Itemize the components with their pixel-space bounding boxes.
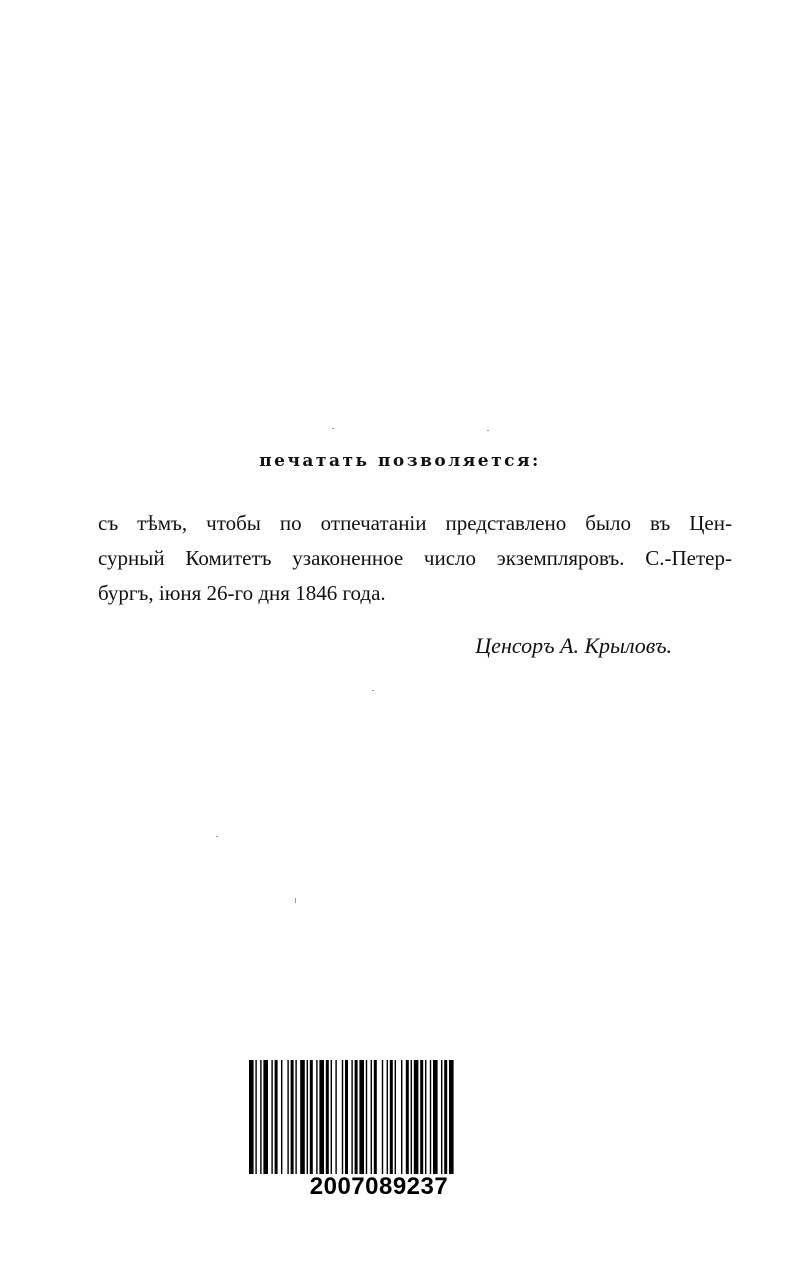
barcode-bar (425, 1060, 426, 1174)
barcode-bar (335, 1060, 336, 1174)
censor-signature: Ценсоръ А. Крыловъ. (475, 633, 672, 658)
censorship-permission-text (98, 506, 732, 611)
barcode-bar (355, 1060, 358, 1174)
barcode-bar (351, 1060, 352, 1174)
barcode-bar (342, 1060, 343, 1174)
barcode-bars (249, 1060, 509, 1174)
barcode-bar (275, 1060, 278, 1174)
barcode-bar (345, 1060, 348, 1174)
permission-text-line-1: съ тѣмъ, чтобы по отпечатаніи представлено было въ Цен- (98, 511, 732, 535)
barcode-bar (411, 1060, 412, 1174)
barcode-bar (387, 1060, 388, 1174)
barcode-bar (444, 1060, 447, 1174)
barcode-bar (300, 1060, 305, 1174)
scan-speck (216, 836, 218, 837)
barcode-bar (382, 1060, 383, 1174)
barcode-bar (319, 1060, 324, 1174)
barcode-bar (401, 1060, 402, 1174)
barcode-bar (263, 1060, 268, 1174)
barcode-bar (395, 1060, 396, 1174)
barcode-bar (359, 1060, 364, 1174)
barcode-bar (420, 1060, 423, 1174)
barcode-number: 2007089237 (309, 1173, 449, 1200)
barcode-bar (326, 1060, 329, 1174)
barcode-bar (371, 1060, 372, 1174)
permission-text-line-2: сурный Комитетъ узаконенное число экземпляровъ. С.-Петер- (98, 546, 732, 570)
scan-speck (487, 430, 489, 431)
barcode-bar (406, 1060, 409, 1174)
barcode-bar (366, 1060, 367, 1174)
barcode-bar (291, 1060, 294, 1174)
barcode-bar (281, 1060, 282, 1174)
permission-text-line-3: бургъ, іюня 26-го дня 1846 года. (98, 581, 386, 605)
barcode-bar (249, 1060, 254, 1174)
barcode-bar (295, 1060, 296, 1174)
barcode-bar (316, 1060, 317, 1174)
barcode-bar (374, 1060, 377, 1174)
scan-speck (332, 428, 334, 429)
barcode-bar (414, 1060, 419, 1174)
barcode-bar (307, 1060, 308, 1174)
barcode-bar (430, 1060, 431, 1174)
barcode-bar (260, 1060, 261, 1174)
barcode-bar (331, 1060, 332, 1174)
barcode-bar (441, 1060, 442, 1174)
scan-speck (295, 898, 296, 903)
scan-speck (372, 690, 374, 691)
barcode-bar (390, 1060, 393, 1174)
library-barcode (249, 1060, 509, 1200)
barcode-bar (287, 1060, 288, 1174)
barcode-bar (310, 1060, 313, 1174)
barcode-bar (255, 1060, 256, 1174)
barcode-bar (449, 1060, 454, 1174)
barcode-bar (433, 1060, 438, 1174)
barcode-bar (271, 1060, 272, 1174)
imprimatur-heading: печатать позволяется: (259, 451, 541, 471)
